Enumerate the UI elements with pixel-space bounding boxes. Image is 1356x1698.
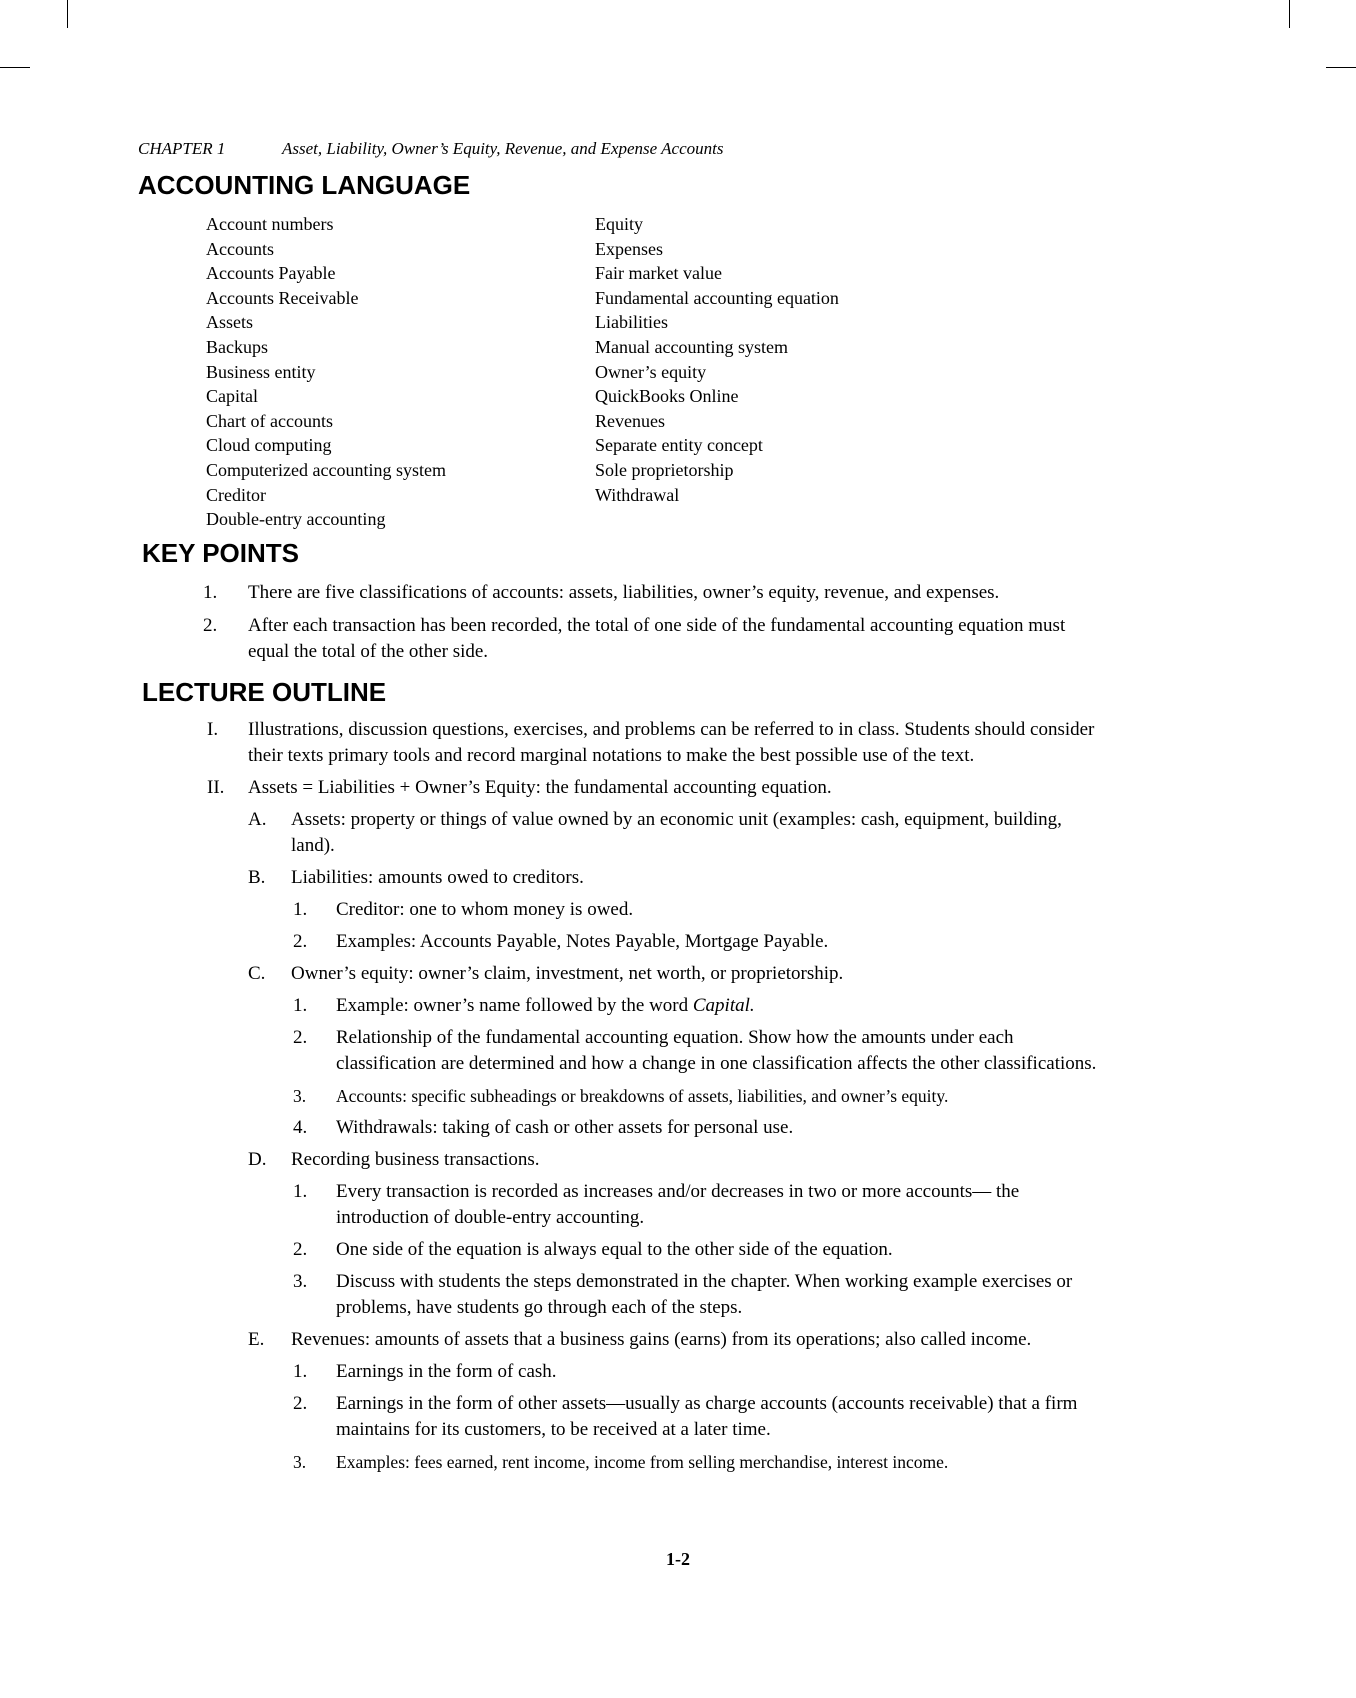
term-item: Expenses [595,238,663,259]
chapter-label: CHAPTER 1 [138,139,226,158]
term-item: Accounts Payable [206,263,336,284]
term-item: Liabilities [595,312,668,333]
outline-item-B [0,865,1100,891]
term-item: Equity [595,214,643,234]
term-item: Chart of accounts [206,410,333,431]
outline-number: 2. [293,1027,308,1048]
page-number: 1-2 [666,1549,690,1569]
key-point-text: After each transaction has been recorded, the total of one side of the fundamental accounting equation must equal the total of the other side. [248,615,1066,662]
term-item: Separate entity concept [595,435,763,456]
outline-number: II. [207,777,225,798]
outline-number: 2. [293,1239,308,1260]
outline-number: D. [248,1149,267,1170]
term-item: Accounts Receivable [206,287,359,308]
key-point [0,613,1100,665]
key-point-number: 1. [203,582,218,603]
term-item: Backups [206,336,268,357]
outline-item-I [0,717,1100,769]
outline-text: Owner’s equity: owner’s claim, investment, net worth, or proprietorship. [291,963,844,984]
term-item: Fundamental accounting equation [595,287,839,308]
crop-mark [0,67,30,68]
outline-text: Revenues: amounts of assets that a business gains (earns) from its operations; also called income. [291,1329,1032,1350]
term-item: Business entity [206,361,316,382]
chapter-header [138,139,723,159]
term-item: Assets [206,312,254,333]
term-item: Capital [206,386,258,407]
outline-number: 3. [293,1271,308,1292]
term-item: QuickBooks Online [595,386,739,407]
crop-mark [1326,67,1356,68]
outline-number: 3. [293,1086,307,1106]
lecture-outline-heading: LECTURE OUTLINE [142,677,387,707]
outline-text: One side of the equation is always equal to the other side of the equation. [336,1239,893,1260]
outline-item-A [0,807,1100,859]
outline-item-D-3 [0,1269,1100,1321]
accounting-language-heading: ACCOUNTING LANGUAGE [138,170,471,200]
outline-number: I. [207,719,219,740]
outline-text: Accounts: specific subheadings or breakdowns of assets, liabilities, and owner’s equity. [336,1086,949,1106]
outline-text: Recording business transactions. [291,1149,540,1170]
outline-text: Liabilities: amounts owed to creditors. [291,867,584,888]
outline-text: Earnings in the form of other assets—usually as charge accounts (accounts receivable) that a firm maintains for its customers, to be received at a later time. [336,1393,1078,1440]
outline-item-B-2 [0,929,1100,955]
term-item: Account numbers [206,214,334,234]
outline-item-E-2 [0,1391,1100,1443]
outline-text: Assets: property or things of value owned by an economic unit (examples: cash, equipment, building, land). [291,809,1062,856]
outline-italic-term: Capital. [692,995,755,1016]
term-item: Fair market value [595,263,722,284]
outline-item-C-3 [0,1083,1100,1109]
outline-text: Every transaction is recorded as increases and/or decreases in two or more accounts— the introduction of double-entry accounting. [336,1181,1020,1228]
outline-text: Examples: fees earned, rent income, income from selling merchandise, interest income. [336,1452,949,1472]
outline-item-E-1 [0,1359,1100,1385]
chapter-title: Asset, Liability, Owner’s Equity, Revenue, and Expense Accounts [282,139,724,158]
term-item: Withdrawal [595,484,680,505]
outline-item-B-1 [0,897,1100,923]
terms-right-column [595,212,839,507]
outline-item-E [0,1327,1100,1353]
outline-text: Earnings in the form of cash. [336,1361,557,1382]
key-points-heading: KEY POINTS [142,538,300,568]
term-item: Revenues [595,410,665,431]
outline-number: 1. [293,995,308,1016]
outline-text: Relationship of the fundamental accounting equation. Show how the amounts under each classification are determined and how a change in one classification affects the other classifications. [336,1027,1097,1074]
terms-left-column [206,212,446,532]
term-item: Owner’s equity [595,361,707,382]
outline-number: 1. [293,1361,308,1382]
outline-item-E-3 [0,1449,1100,1475]
outline-number: 1. [293,1181,308,1202]
outline-text: Withdrawals: taking of cash or other assets for personal use. [336,1117,794,1138]
outline-number: 2. [293,1393,308,1414]
outline-item-C-4 [0,1115,1100,1141]
crop-mark [67,0,68,28]
key-point-text: There are five classifications of accounts: assets, liabilities, owner’s equity, revenue, and expenses. [248,582,1000,603]
term-item: Accounts [206,238,274,259]
lecture-outline [0,717,1100,1481]
outline-text: Example: owner’s name followed by the word [336,995,693,1016]
outline-number: 1. [293,899,308,920]
outline-item-C [0,961,1100,987]
outline-number: B. [248,867,266,888]
term-item: Cloud computing [206,435,332,456]
crop-mark [1289,0,1290,28]
outline-text: Assets = Liabilities + Owner’s Equity: the fundamental accounting equation. [248,777,832,798]
term-item: Sole proprietorship [595,459,734,480]
term-item: Creditor [206,484,266,505]
outline-number: 4. [293,1117,308,1138]
outline-text: Discuss with students the steps demonstrated in the chapter. When working example exercises or problems, have students go through each of the steps. [336,1271,1073,1318]
outline-number: A. [248,809,267,830]
outline-item-II [0,775,1100,801]
key-point [0,580,1100,606]
outline-item-C-2 [0,1025,1100,1077]
outline-text: Examples: Accounts Payable, Notes Payable, Mortgage Payable. [336,931,829,952]
outline-number: E. [248,1329,265,1350]
term-item: Double-entry accounting [206,509,386,530]
outline-item-D-1 [0,1179,1100,1231]
term-item: Computerized accounting system [206,459,446,480]
outline-number: 2. [293,931,308,952]
outline-number: 3. [293,1452,307,1472]
key-points-list [0,580,1100,672]
term-item: Manual accounting system [595,336,788,357]
outline-text: Illustrations, discussion questions, exercises, and problems can be referred to in class. Students should consider their texts primary tools and record marginal notations to make the best possible use of the text. [248,719,1095,766]
outline-text: Creditor: one to whom money is owed. [336,899,634,920]
outline-item-C-1 [0,993,1100,1019]
outline-item-D-2 [0,1237,1100,1263]
outline-number: C. [248,963,266,984]
key-point-number: 2. [203,615,218,636]
outline-item-D [0,1147,1100,1173]
